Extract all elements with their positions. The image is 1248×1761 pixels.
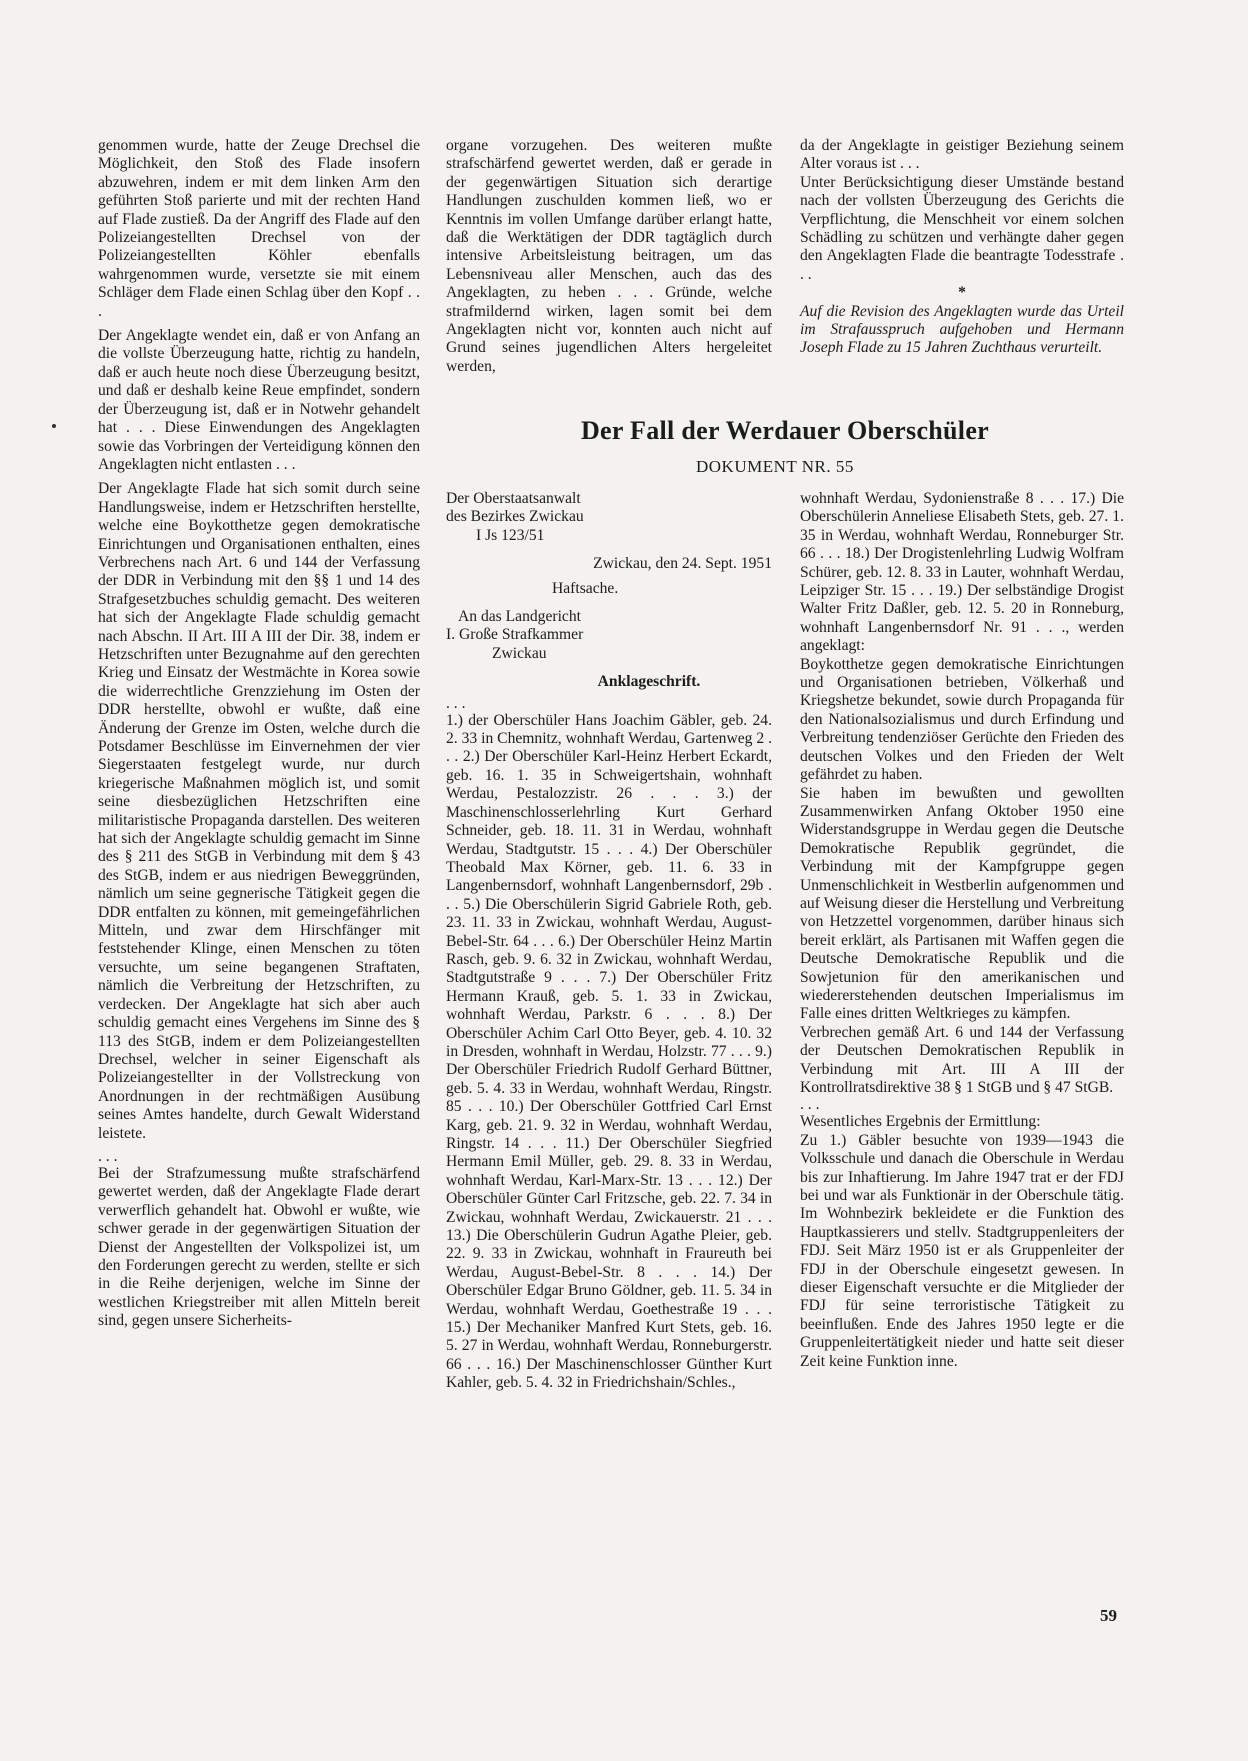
verdict-note: Auf die Revision des Angeklagten wurde das Urteil im Strafausspruch aufgehoben und Hermann Joseph Flade zu 15 Jahren Zuchthaus verurteilt. bbox=[800, 302, 1124, 357]
ellipsis: . . . bbox=[446, 694, 466, 712]
indictment-column-right bbox=[800, 490, 1124, 1371]
text-column-middle-top bbox=[446, 137, 772, 382]
haftsache-label: Haftsache. bbox=[552, 579, 619, 597]
defendants-list: 1.) der Oberschüler Hans Joachim Gäbler, geb. 24. 2. 33 in Chemnitz, wohnhaft Werdau, Gartenweg 2 . . . 2.) Der Oberschüler Karl-Heinz Herbert Eckardt, geb. 16. 1. 35 in Schweigertshain, wohnhaft Werdau, Pestalozzistr. 26 . . . 3.) der Maschinenschlosserlehrling Kurt Gerhard Schneider, geb. 18. 11. 31 in Werdau, wohnhaft Werdau, Stadtgutstr. 15 . . . 4.) Der Oberschüler Theobald Max Körner, geb. 11. 6. 33 in Langenbernsdorf, wohnhaft Langenbernsdorf, 29b . . . 5.) Die Oberschülerin Sigrid Gabriele Roth, geb. 23. 11. 33 in Zwickau, wohnhaft Werdau, August-Bebel-Str. 64 . . . 6.) Der Oberschüler Heinz Martin Rasch, geb. 9. 6. 32 in Zwickau, wohnhaft Werdau, Stadtgutstraße 9 . . . 7.) Der Oberschüler Fritz Hermann Krauß, geb. 5. 1. 33 in Zwickau, wohnhaft Werdau, Parkstr. 6 . . . 8.) Der Oberschüler Achim Carl Otto Beyer, geb. 4. 10. 32 in Dresden, wohnhaft in Werdau, Holzstr. 77 . . . 9.) Der Oberschüler Friedrich Rudolf Gerhard Büttner, geb. 5. 4. 33 in Werdau, wohnhaft Werdau, Ringstr. 85 . . . 10.) Der Oberschüler Gottfried Carl Ernst Karg, geb. 21. 9. 32 in Werdau, wohnhaft Werdau, Ringstr. 14 . . . 11.) Der Oberschüler Siegfried Hermann Emil Müller, geb. 29. 8. 33 in Werdau, wohnhaft Werdau, Karl-Marx-Str. 13 . . . 12.) Der Oberschüler Günter Carl Fritzsche, geb. 22. 7. 34 in Zwickau, wohnhaft Werdau, Zwickauerstr. 21 . . . 13.) Die Oberschülerin Gudrun Agathe Pleier, geb. 22. 9. 33 in Zwickau, wohnhaft in Fraureuth bei Werdau, August-Bebel-Str. 8 . . . 14.) Der Oberschüler Edgar Bruno Göldner, geb. 11. 5. 34 in Werdau, wohnhaft Werdau, Goethestraße 19 . . . 15.) Der Mechaniker Manfred Kurt Stets, geb. 16. 5. 27 in Werdau, wohnhaft Werdau, Ronneburgerstr. 66 . . . 16.) Der Maschinenschlosser Günther Kurt Kahler, geb. 5. 4. 32 in Friedrichshain/Schles., bbox=[446, 711, 772, 1392]
paragraph: Wesentliches Ergebnis der Ermittlung: bbox=[800, 1113, 1041, 1131]
section-headline: Der Fall der Werdauer Oberschüler bbox=[580, 416, 990, 445]
sender-line: Der Oberstaatsanwalt bbox=[446, 490, 581, 507]
paragraph: Unter Berücksichtigung dieser Umstände bestand nach der vollsten Überzeugung des Gerichts die Verpflichtung, die Menschheit vor einem solchen Schädling zu schützen und verhängte daher gegen den Angeklagten Flade die beantragte Todesstrafe . . . bbox=[800, 173, 1124, 283]
ink-dot bbox=[52, 424, 56, 428]
indictment-column bbox=[446, 490, 772, 1399]
date-line: Zwickau, den 24. Sept. 1951 bbox=[593, 555, 772, 573]
paragraph: da der Angeklagte in geistiger Beziehung seinem Alter voraus ist . . . bbox=[800, 137, 1124, 173]
recipient-line: Zwickau bbox=[492, 644, 547, 662]
paragraph: Bei der Strafzumessung mußte strafschärfend gewertet werden, daß der Angeklagte Flade derart verwerflich gehandelt hat. Obwohl er wußte, wie schwer gerade in der gegenwärtigen Situation der Dienst der Angestellten der Volkspolizei ist, um den Forderungen gerecht zu werden, stellte er sich in die Reihe derjenigen, welche im Sinne der westlichen Kriegstreiber mit allen Mitteln bereit sind, gegen unsere Sicherheits- bbox=[98, 1164, 420, 1330]
paragraph: organe vorzugehen. Des weiteren mußte strafschärfend gewertet werden, daß er gerade in der gegenwärtigen Situation sich derartige Handlungen zuschulden kommen ließ, wo er Kenntnis im vollen Umfange darüber erlangt hatte, daß die Werktätigen der DDR tagtäglich durch intensive Arbeitsleistung beitragen, um das Lebensniveau aller Menschen, auch das des Angeklagten, zu heben . . . Gründe, welche strafmildernd wirken, lagen somit bei dem Angeklagten nicht vor, konnten auch nicht auf Grund seines jugendlichen Alters hergeleitet werden, bbox=[446, 137, 772, 375]
paragraph: genommen wurde, hatte der Zeuge Drechsel die Möglichkeit, den Stoß des Flade insofern abzuwehren, indem er mit dem linken Arm den geführten Stoß parierte und mit der rechten Hand auf Flade zustieß. Da der Angriff des Flade auf den Polizeiangestellten Drechsel von der Polizeiangestellten Köhler ebenfalls wahrgenommen wurde, versetzte sie mit einem Schläger dem Flade einen Schlag über den Kopf . . . bbox=[98, 137, 420, 320]
page-number: 59 bbox=[1100, 1606, 1117, 1625]
ellipsis: . . . bbox=[98, 1147, 118, 1165]
text-column-right-top bbox=[800, 137, 1124, 364]
paragraph: wohnhaft Werdau, Sydonienstraße 8 . . . 17.) Die Oberschülerin Anneliese Elisabeth Stets, geb. 27. 1. 35 in Werdau, wohnhaft Werdau, Ronneburger Str. 66 . . . 18.) Der Drogistenlehrling Ludwig Wolfram Schürer, geb. 12. 8. 33 in Lauter, wohnhaft Werdau, Leipziger Str. 15 . . . 19.) Der selbständige Drogist Walter Fritz Daßler, geb. 12. 5. 20 in Ronneburg, wohnhaft Langenbernsdorf Nr. 91 . . ., werden angeklagt: bbox=[800, 490, 1124, 655]
recipient-line: An das Landgericht bbox=[458, 608, 581, 626]
ellipsis: . . . bbox=[800, 1096, 820, 1114]
document-number: DOKUMENT NR. 55 bbox=[696, 457, 854, 476]
paragraph: Der Angeklagte wendet ein, daß er von Anfang an die vollste Überzeugung hatte, richtig zu handeln, daß er auch heute noch diese Überzeugung besitzt, und daß er deshalb keine Reue empfindet, sondern der Überzeugung ist, daß er in Notwehr gehandelt hat . . . Diese Einwendungen des Angeklagten sowie das Vorbringen der Verteidigung können den Angeklagten nicht entlasten . . . bbox=[98, 327, 420, 473]
paragraph: Sie haben im bewußten und gewollten Zusammenwirken Anfang Oktober 1950 eine Widerstandsgruppe in Werdau gegen die Deutsche Demokratische Republik gegründet, die Verbindung mit der Kampfgruppe gegen Unmenschlichkeit in Westberlin aufgenommen und auf Weisung dieser die Herstellung und Verbreitung von Hetzzettel vorgenommen, darüber hinaus sich bereit erklärt, als Partisanen mit Waffen gegen die Deutsche Demokratische Republik und die Sowjetunion für den amerikanischen und wiedererstehenden deutschen Imperialismus im Falle eines dritten Weltkrieges zu kämpfen. bbox=[800, 784, 1124, 1023]
paragraph: Der Angeklagte Flade hat sich somit durch seine Handlungsweise, indem er Hetzschriften herstellte, welche eine Boykotthetze gegen demokratische Einrichtungen und Organisationen enthalten, eines Verbrechens nach Art. 6 und 144 der Verfassung der DDR in Verbindung mit den §§ 1 und 14 des Strafgesetzbuches schuldig gemacht. Des weiteren hat sich der Angeklagte Flade schuldig gemacht nach Abschn. II Art. III A III der Dir. 38, indem er Hetzschriften unter Bezugnahme auf den gerechten Krieg und Einsatz der Westmächte in Korea sowie die widerrechtliche Grenzziehung im Osten der DDR herstellte, obwohl er wußte, daß eine Änderung der Grenze im Osten, welche durch die Potsdamer Beschlüsse im Einvernehmen der vier Siegerstaaten festgelegt wurde, nur durch kriegerische Maßnahmen möglich ist, und somit seine diesbezüglichen Hetzschriften eine militaristische Propaganda darstellen. Des weiteren hat sich der Angeklagte schuldig gemacht im Sinne des § 211 des StGB in Verbindung mit dem § 43 des StGB, indem er aus niedrigen Beweggründen, nämlich um seine gegnerische Tätigkeit gegen die DDR entfalten zu können, mit gemeingefährlichen Mitteln, und zwar dem Hirschfänger mit feststehender Klinge, einen Menschen zu töten versuchte, um seine begangenen Straftaten, nämlich die Verbreitung der Hetzschriften, zu verdecken. Der Angeklagte hat sich aber auch schuldig gemacht eines Vergehens im Sinne des § 113 des StGB, indem er dem Polizeiangestellten Drechsel, welcher in seiner Eigenschaft als Polizeiangestellter in der Vollstreckung von Anordnungen in der rechtmäßigen Ausübung seines Amtes handelte, durch Gewalt Widerstand leistete. bbox=[98, 480, 420, 1142]
separator-star: * bbox=[958, 284, 966, 302]
file-reference: I Js 123/51 bbox=[476, 526, 545, 544]
paragraph: Zu 1.) Gäbler besuchte von 1939—1943 die Volksschule und danach die Oberschule in Werdau bis zur Inhaftierung. Im Jahre 1947 trat er der FDJ bei und war als Funktionär in der Oberschule tätig. Im Wohnbezirk bekleidete er die Funktion des Hauptkassierers und stellv. Stadtgruppenleiters der FDJ. Seit März 1950 ist er als Gruppenleiter der FDJ in der Oberschule eingesetzt gewesen. In dieser Eigenschaft versuchte er die Mitglieder der FDJ für seine terroristische Tätigkeit zu beeinflußen. Ende des Jahres 1950 legte er die Gruppenleitertätigkeit nieder und hatte seit dieser Zeit keine Funktion inne. bbox=[800, 1131, 1124, 1370]
indictment-title: Anklageschrift. bbox=[597, 673, 701, 691]
recipient-line: I. Große Strafkammer bbox=[446, 626, 584, 644]
paragraph: Boykotthetze gegen demokratische Einrichtungen und Organisationen betrieben, Völkerhaß und Kriegshetze bekundet, sowie durch Propaganda für den Nationalsozialismus und durch Erfindung und Verbreitung tendenziöser Gerüchte den Frieden des deutschen Volkes und den Frieden der Welt gefährdet zu haben. bbox=[800, 655, 1124, 784]
text-column-left bbox=[98, 137, 420, 1337]
paragraph: Verbrechen gemäß Art. 6 und 144 der Verfassung der Deutschen Demokratischen Republik in Verbindung mit Art. III A III der Kontrollratsdirektive 38 § 1 StGB und § 47 StGB. bbox=[800, 1023, 1124, 1096]
sender-line: des Bezirkes Zwickau bbox=[446, 508, 584, 526]
